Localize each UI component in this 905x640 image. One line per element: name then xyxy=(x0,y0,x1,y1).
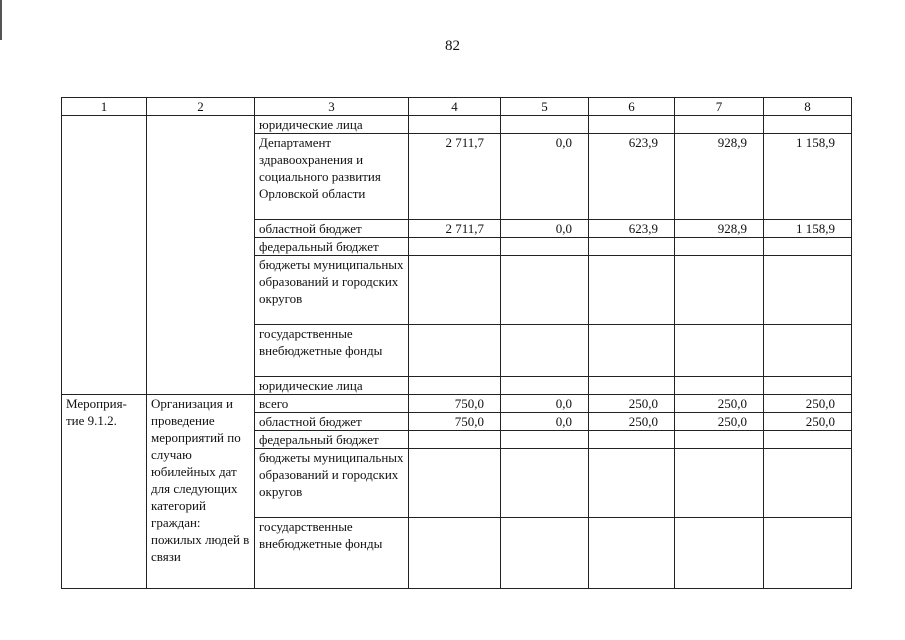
value-cell xyxy=(501,238,589,256)
header-cell: 6 xyxy=(589,98,675,116)
funding-source: государственные внебюджетные фонды xyxy=(255,518,409,589)
value-cell xyxy=(409,325,501,377)
value-cell xyxy=(675,256,764,325)
value-cell xyxy=(589,449,675,518)
value-cell: 928,9 xyxy=(675,220,764,238)
value-cell xyxy=(409,518,501,589)
value-cell: 2 711,7 xyxy=(409,220,501,238)
value-cell: 750,0 xyxy=(409,413,501,431)
value-cell xyxy=(501,377,589,395)
value-cell xyxy=(501,449,589,518)
value-cell xyxy=(764,256,852,325)
value-cell xyxy=(764,238,852,256)
value-cell xyxy=(589,431,675,449)
value-cell: 0,0 xyxy=(501,134,589,220)
funding-source: федеральный бюджет xyxy=(255,431,409,449)
value-cell xyxy=(501,256,589,325)
value-cell: 250,0 xyxy=(675,395,764,413)
value-cell xyxy=(409,377,501,395)
value-cell xyxy=(675,325,764,377)
funding-source: всего xyxy=(255,395,409,413)
header-cell: 1 xyxy=(62,98,147,116)
funding-source: бюджеты муниципальных образований и городских округов xyxy=(255,256,409,325)
value-cell xyxy=(675,377,764,395)
value-cell: 0,0 xyxy=(501,395,589,413)
funding-source: областной бюджет xyxy=(255,220,409,238)
value-cell xyxy=(409,238,501,256)
header-cell: 8 xyxy=(764,98,852,116)
empty-merged-cell xyxy=(147,116,255,395)
value-cell: 928,9 xyxy=(675,134,764,220)
value-cell xyxy=(589,518,675,589)
value-cell xyxy=(409,431,501,449)
value-cell xyxy=(589,116,675,134)
funding-source: юридические лица xyxy=(255,377,409,395)
value-cell: 250,0 xyxy=(764,413,852,431)
value-cell: 250,0 xyxy=(764,395,852,413)
funding-source: областной бюджет xyxy=(255,413,409,431)
value-cell: 623,9 xyxy=(589,220,675,238)
measure-description: Организация и проведение мероприятий по случаю юбилейных дат для следующих категорий граждан: пожилых людей в связи xyxy=(147,395,255,589)
value-cell: 2 711,7 xyxy=(409,134,501,220)
funding-source: юридические лица xyxy=(255,116,409,134)
value-cell xyxy=(409,449,501,518)
funding-source: Департамент здравоохранения и социального развития Орловской области xyxy=(255,134,409,220)
value-cell xyxy=(764,116,852,134)
value-cell: 250,0 xyxy=(675,413,764,431)
value-cell xyxy=(501,325,589,377)
table-row xyxy=(62,395,852,413)
value-cell: 1 158,9 xyxy=(764,134,852,220)
value-cell xyxy=(501,518,589,589)
value-cell xyxy=(589,325,675,377)
value-cell: 623,9 xyxy=(589,134,675,220)
value-cell: 250,0 xyxy=(589,413,675,431)
value-cell xyxy=(675,238,764,256)
value-cell xyxy=(675,431,764,449)
header-cell: 2 xyxy=(147,98,255,116)
scan-edge-line xyxy=(0,0,2,40)
value-cell xyxy=(675,116,764,134)
value-cell xyxy=(764,325,852,377)
value-cell: 0,0 xyxy=(501,220,589,238)
value-cell: 1 158,9 xyxy=(764,220,852,238)
value-cell xyxy=(409,116,501,134)
value-cell xyxy=(589,256,675,325)
value-cell: 0,0 xyxy=(501,413,589,431)
funding-source: федеральный бюджет xyxy=(255,238,409,256)
value-cell: 750,0 xyxy=(409,395,501,413)
value-cell: 250,0 xyxy=(589,395,675,413)
funding-source: бюджеты муниципальных образований и городских округов xyxy=(255,449,409,518)
funding-source: государственные внебюджетные фонды xyxy=(255,325,409,377)
empty-merged-cell xyxy=(62,116,147,395)
value-cell xyxy=(764,431,852,449)
value-cell xyxy=(675,449,764,518)
page-number: 82 xyxy=(445,38,460,54)
value-cell xyxy=(409,256,501,325)
value-cell xyxy=(501,431,589,449)
value-cell xyxy=(589,377,675,395)
value-cell xyxy=(589,238,675,256)
header-row xyxy=(62,98,852,116)
header-cell: 4 xyxy=(409,98,501,116)
value-cell xyxy=(764,518,852,589)
value-cell xyxy=(501,116,589,134)
value-cell xyxy=(675,518,764,589)
header-cell: 5 xyxy=(501,98,589,116)
table-row xyxy=(62,116,852,134)
header-cell: 3 xyxy=(255,98,409,116)
measure-number: Мероприя-тие 9.1.2. xyxy=(62,395,147,589)
header-cell: 7 xyxy=(675,98,764,116)
budget-table xyxy=(61,97,852,589)
value-cell xyxy=(764,449,852,518)
value-cell xyxy=(764,377,852,395)
